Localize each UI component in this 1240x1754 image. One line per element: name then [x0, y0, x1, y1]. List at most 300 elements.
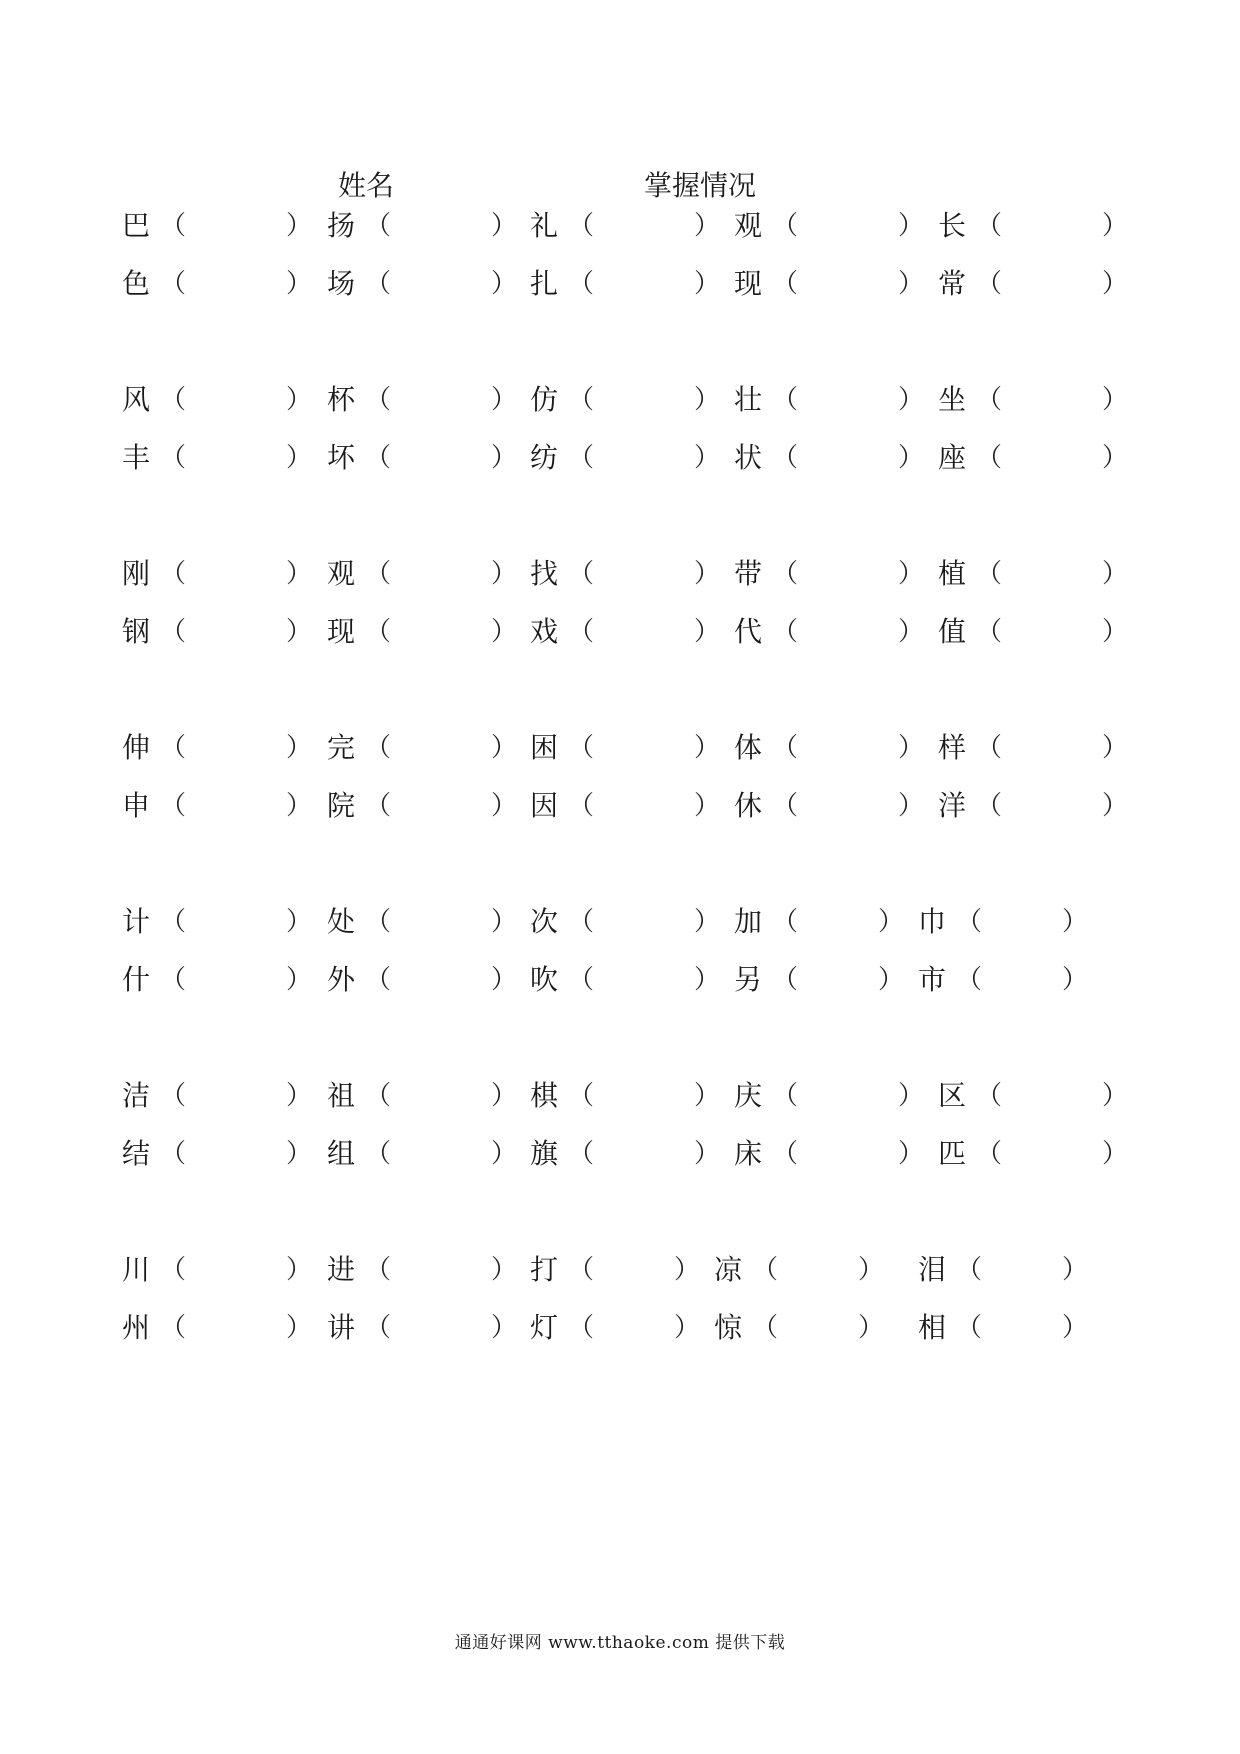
pinyin-blank[interactable]: [184, 436, 282, 480]
character-entry: [325, 900, 519, 944]
open-paren: （: [568, 559, 595, 589]
close-paren: ）: [491, 1081, 518, 1111]
character: 伸: [121, 731, 150, 764]
open-paren: （: [976, 1139, 1003, 1169]
open-paren: （: [772, 385, 799, 415]
character-entry: [916, 958, 1090, 1002]
pinyin-blank[interactable]: [776, 1306, 854, 1350]
character-entry: [936, 262, 1130, 306]
open-paren: （: [772, 617, 799, 647]
character-entry: [936, 784, 1130, 828]
close-paren: ）: [694, 1139, 721, 1169]
pinyin-blank[interactable]: [1000, 726, 1098, 770]
pinyin-blank[interactable]: [389, 610, 487, 654]
worksheet-row: [0, 262, 1240, 306]
character: 戏: [529, 615, 558, 648]
character-entry: [325, 436, 519, 480]
character: 结: [121, 1137, 150, 1170]
pinyin-blank[interactable]: [796, 1132, 894, 1176]
character: 坐: [937, 383, 966, 416]
worksheet-row: [0, 1248, 1240, 1292]
worksheet-row: [0, 958, 1240, 1002]
character: 样: [937, 731, 966, 764]
pinyin-blank[interactable]: [1000, 204, 1098, 248]
pinyin-blank[interactable]: [1000, 436, 1098, 480]
close-paren: ）: [286, 791, 313, 821]
open-paren: （: [772, 907, 799, 937]
character: 扎: [529, 267, 558, 300]
open-paren: （: [365, 617, 392, 647]
character: 什: [121, 963, 150, 996]
open-paren: （: [160, 385, 187, 415]
open-paren: （: [160, 211, 187, 241]
pinyin-blank[interactable]: [184, 726, 282, 770]
close-paren: ）: [1102, 617, 1129, 647]
close-paren: ）: [694, 1081, 721, 1111]
close-paren: ）: [286, 1313, 313, 1343]
character-entry: [120, 1132, 314, 1176]
worksheet-row: [0, 726, 1240, 770]
pinyin-blank[interactable]: [184, 1248, 282, 1292]
pinyin-blank[interactable]: [592, 784, 690, 828]
pinyin-blank[interactable]: [592, 958, 690, 1002]
close-paren: ）: [491, 443, 518, 473]
pinyin-blank[interactable]: [796, 958, 874, 1002]
pinyin-blank[interactable]: [389, 262, 487, 306]
pinyin-blank[interactable]: [389, 1306, 487, 1350]
pinyin-blank[interactable]: [184, 1074, 282, 1118]
character: 困: [529, 731, 558, 764]
pinyin-blank[interactable]: [389, 552, 487, 596]
pinyin-blank[interactable]: [389, 1132, 487, 1176]
character: 色: [121, 267, 150, 300]
character-entry: [528, 378, 722, 422]
character-entry: [936, 610, 1130, 654]
character-entry: [120, 1074, 314, 1118]
character: 区: [937, 1079, 966, 1112]
pinyin-blank[interactable]: [592, 378, 690, 422]
pinyin-blank[interactable]: [796, 552, 894, 596]
character: 灯: [529, 1311, 558, 1344]
character-entry: [325, 1074, 519, 1118]
character-entry: [732, 610, 926, 654]
pinyin-blank[interactable]: [980, 1306, 1058, 1350]
character: 丰: [121, 441, 150, 474]
pinyin-blank[interactable]: [184, 378, 282, 422]
open-paren: （: [160, 559, 187, 589]
character: 状: [733, 441, 762, 474]
pinyin-blank[interactable]: [796, 378, 894, 422]
close-paren: ）: [286, 733, 313, 763]
pinyin-blank[interactable]: [592, 1132, 690, 1176]
character: 休: [733, 789, 762, 822]
pinyin-blank[interactable]: [592, 552, 690, 596]
character-entry: [732, 1132, 926, 1176]
close-paren: ）: [1062, 1313, 1089, 1343]
pinyin-blank[interactable]: [796, 1074, 894, 1118]
pinyin-blank[interactable]: [389, 378, 487, 422]
open-paren: （: [160, 907, 187, 937]
open-paren: （: [160, 617, 187, 647]
close-paren: ）: [491, 385, 518, 415]
worksheet-row: [0, 552, 1240, 596]
pinyin-blank[interactable]: [796, 784, 894, 828]
open-paren: （: [772, 443, 799, 473]
character-entry: [120, 378, 314, 422]
character-entry: [528, 784, 722, 828]
close-paren: ）: [286, 907, 313, 937]
character: 因: [529, 789, 558, 822]
character-entry: [325, 378, 519, 422]
character: 洁: [121, 1079, 150, 1112]
close-paren: ）: [1102, 211, 1129, 241]
open-paren: （: [365, 791, 392, 821]
open-paren: （: [160, 1255, 187, 1285]
worksheet-row: [0, 204, 1240, 248]
character-entry: [528, 204, 722, 248]
close-paren: ）: [491, 733, 518, 763]
close-paren: ）: [898, 791, 925, 821]
character-entry: [712, 1248, 886, 1292]
pinyin-blank[interactable]: [1000, 1132, 1098, 1176]
close-paren: ）: [898, 733, 925, 763]
character: 仿: [529, 383, 558, 416]
character: 现: [733, 267, 762, 300]
open-paren: （: [976, 1081, 1003, 1111]
open-paren: （: [568, 1255, 595, 1285]
character-entry: [528, 1248, 702, 1292]
close-paren: ）: [491, 211, 518, 241]
close-paren: ）: [694, 907, 721, 937]
open-paren: （: [956, 907, 983, 937]
open-paren: （: [568, 733, 595, 763]
character: 洋: [937, 789, 966, 822]
close-paren: ）: [1062, 965, 1089, 995]
character-entry: [936, 436, 1130, 480]
character: 场: [326, 267, 355, 300]
close-paren: ）: [286, 559, 313, 589]
open-paren: （: [568, 443, 595, 473]
mastery-label: 掌握情况: [644, 169, 757, 202]
open-paren: （: [568, 617, 595, 647]
pinyin-blank[interactable]: [389, 726, 487, 770]
open-paren: （: [772, 965, 799, 995]
close-paren: ）: [286, 965, 313, 995]
pinyin-blank[interactable]: [184, 784, 282, 828]
open-paren: （: [160, 1313, 187, 1343]
open-paren: （: [772, 1139, 799, 1169]
footer-credit: 通通好课网 www.tthaoke.com 提供下载: [454, 1633, 786, 1653]
pinyin-blank[interactable]: [592, 436, 690, 480]
close-paren: ）: [491, 1139, 518, 1169]
open-paren: （: [568, 907, 595, 937]
character: 长: [937, 209, 966, 242]
character: 外: [326, 963, 355, 996]
pinyin-blank[interactable]: [592, 1074, 690, 1118]
close-paren: ）: [898, 559, 925, 589]
close-paren: ）: [286, 1255, 313, 1285]
open-paren: （: [568, 269, 595, 299]
pinyin-blank[interactable]: [389, 204, 487, 248]
character: 申: [121, 789, 150, 822]
open-paren: （: [568, 211, 595, 241]
character: 值: [937, 615, 966, 648]
close-paren: ）: [694, 269, 721, 299]
character: 巴: [121, 209, 150, 242]
character-entry: [120, 1248, 314, 1292]
close-paren: ）: [491, 1313, 518, 1343]
close-paren: ）: [878, 965, 905, 995]
pinyin-blank[interactable]: [592, 204, 690, 248]
close-paren: ）: [491, 559, 518, 589]
pinyin-blank[interactable]: [592, 726, 690, 770]
character-entry: [528, 610, 722, 654]
close-paren: ）: [898, 385, 925, 415]
open-paren: （: [752, 1313, 779, 1343]
character-entry: [916, 900, 1090, 944]
pinyin-blank[interactable]: [796, 204, 894, 248]
character-entry: [528, 1074, 722, 1118]
close-paren: ）: [694, 617, 721, 647]
close-paren: ）: [858, 1313, 885, 1343]
character: 常: [937, 267, 966, 300]
character-entry: [528, 1132, 722, 1176]
pinyin-blank[interactable]: [776, 1248, 854, 1292]
character: 巾: [917, 905, 946, 938]
open-paren: （: [772, 559, 799, 589]
close-paren: ）: [1102, 269, 1129, 299]
character: 另: [733, 963, 762, 996]
character: 棋: [529, 1079, 558, 1112]
pinyin-blank[interactable]: [184, 1306, 282, 1350]
close-paren: ）: [491, 907, 518, 937]
pinyin-blank[interactable]: [796, 436, 894, 480]
close-paren: ）: [286, 269, 313, 299]
close-paren: ）: [1102, 733, 1129, 763]
close-paren: ）: [1102, 385, 1129, 415]
open-paren: （: [772, 791, 799, 821]
pinyin-blank[interactable]: [184, 610, 282, 654]
open-paren: （: [956, 1313, 983, 1343]
pinyin-blank[interactable]: [184, 958, 282, 1002]
pinyin-blank[interactable]: [184, 900, 282, 944]
close-paren: ）: [898, 1139, 925, 1169]
worksheet-row: [0, 900, 1240, 944]
character-entry: [528, 726, 722, 770]
character: 相: [917, 1311, 946, 1344]
pinyin-blank[interactable]: [389, 900, 487, 944]
worksheet-row: [0, 436, 1240, 480]
open-paren: （: [976, 733, 1003, 763]
pinyin-blank[interactable]: [980, 1248, 1058, 1292]
character: 床: [733, 1137, 762, 1170]
open-paren: （: [160, 965, 187, 995]
open-paren: （: [752, 1255, 779, 1285]
character-entry: [732, 784, 926, 828]
close-paren: ）: [858, 1255, 885, 1285]
character-entry: [936, 1074, 1130, 1118]
close-paren: ）: [674, 1313, 701, 1343]
character-entry: [712, 1306, 886, 1350]
close-paren: ）: [1102, 443, 1129, 473]
character: 川: [121, 1253, 150, 1286]
character-entry: [325, 784, 519, 828]
character: 庆: [733, 1079, 762, 1112]
pinyin-blank[interactable]: [184, 552, 282, 596]
open-paren: （: [160, 443, 187, 473]
open-paren: （: [568, 1313, 595, 1343]
close-paren: ）: [898, 269, 925, 299]
close-paren: ）: [1102, 1139, 1129, 1169]
open-paren: （: [772, 269, 799, 299]
pinyin-blank[interactable]: [1000, 552, 1098, 596]
character: 组: [326, 1137, 355, 1170]
close-paren: ）: [286, 1081, 313, 1111]
open-paren: （: [365, 443, 392, 473]
character: 惊: [713, 1311, 742, 1344]
close-paren: ）: [898, 617, 925, 647]
pinyin-blank[interactable]: [389, 1248, 487, 1292]
close-paren: ）: [286, 617, 313, 647]
pinyin-blank[interactable]: [592, 610, 690, 654]
character: 纺: [529, 441, 558, 474]
open-paren: （: [976, 269, 1003, 299]
worksheet-row: [0, 1306, 1240, 1350]
character-entry: [120, 900, 314, 944]
pinyin-blank[interactable]: [389, 436, 487, 480]
character-entry: [325, 1248, 519, 1292]
close-paren: ）: [286, 211, 313, 241]
character: 祖: [326, 1079, 355, 1112]
open-paren: （: [160, 733, 187, 763]
character: 次: [529, 905, 558, 938]
open-paren: （: [365, 211, 392, 241]
character-entry: [528, 900, 722, 944]
character-entry: [732, 378, 926, 422]
open-paren: （: [365, 269, 392, 299]
character: 州: [121, 1311, 150, 1344]
close-paren: ）: [878, 907, 905, 937]
open-paren: （: [160, 269, 187, 299]
worksheet-row: [0, 784, 1240, 828]
character-entry: [732, 958, 906, 1002]
character-entry: [916, 1306, 1090, 1350]
character: 现: [326, 615, 355, 648]
pinyin-blank[interactable]: [796, 900, 874, 944]
name-label: 姓名: [338, 169, 395, 202]
character-entry: [120, 958, 314, 1002]
open-paren: （: [160, 791, 187, 821]
character: 处: [326, 905, 355, 938]
close-paren: ）: [1062, 1255, 1089, 1285]
character-entry: [120, 1306, 314, 1350]
pinyin-blank[interactable]: [1000, 262, 1098, 306]
close-paren: ）: [286, 385, 313, 415]
character-entry: [528, 436, 722, 480]
pinyin-blank[interactable]: [796, 726, 894, 770]
close-paren: ）: [694, 211, 721, 241]
pinyin-blank[interactable]: [592, 262, 690, 306]
open-paren: （: [956, 1255, 983, 1285]
pinyin-blank[interactable]: [796, 610, 894, 654]
worksheet-row: [0, 610, 1240, 654]
open-paren: （: [365, 965, 392, 995]
open-paren: （: [160, 1139, 187, 1169]
open-paren: （: [365, 559, 392, 589]
character-entry: [528, 958, 722, 1002]
pinyin-blank[interactable]: [184, 1132, 282, 1176]
pinyin-blank[interactable]: [1000, 1074, 1098, 1118]
character: 泪: [917, 1253, 946, 1286]
character-entry: [120, 436, 314, 480]
character-entry: [120, 204, 314, 248]
pinyin-blank[interactable]: [1000, 610, 1098, 654]
character-entry: [325, 610, 519, 654]
pinyin-blank[interactable]: [389, 1074, 487, 1118]
character-entry: [325, 262, 519, 306]
close-paren: ）: [898, 211, 925, 241]
open-paren: （: [160, 1081, 187, 1111]
worksheet-row: [0, 1132, 1240, 1176]
character-entry: [732, 204, 926, 248]
pinyin-blank[interactable]: [184, 204, 282, 248]
character-entry: [732, 726, 926, 770]
close-paren: ）: [694, 791, 721, 821]
close-paren: ）: [491, 269, 518, 299]
pinyin-blank[interactable]: [389, 958, 487, 1002]
close-paren: ）: [286, 1139, 313, 1169]
open-paren: （: [365, 1255, 392, 1285]
character-entry: [732, 262, 926, 306]
character-entry: [120, 552, 314, 596]
pinyin-blank[interactable]: [184, 262, 282, 306]
pinyin-blank[interactable]: [592, 1248, 670, 1292]
pinyin-blank[interactable]: [389, 784, 487, 828]
character-entry: [325, 1306, 519, 1350]
open-paren: （: [568, 791, 595, 821]
pinyin-blank[interactable]: [1000, 378, 1098, 422]
character-entry: [528, 1306, 702, 1350]
close-paren: ）: [898, 443, 925, 473]
character: 体: [733, 731, 762, 764]
character: 加: [733, 905, 762, 938]
open-paren: （: [568, 1081, 595, 1111]
character: 市: [917, 963, 946, 996]
character: 风: [121, 383, 150, 416]
open-paren: （: [365, 1313, 392, 1343]
open-paren: （: [976, 559, 1003, 589]
character-entry: [120, 262, 314, 306]
character-entry: [325, 552, 519, 596]
character-entry: [325, 1132, 519, 1176]
character: 座: [937, 441, 966, 474]
pinyin-blank[interactable]: [592, 1306, 670, 1350]
close-paren: ）: [694, 965, 721, 995]
close-paren: ）: [1062, 907, 1089, 937]
character: 钢: [121, 615, 150, 648]
pinyin-blank[interactable]: [592, 900, 690, 944]
open-paren: （: [365, 907, 392, 937]
character-entry: [936, 204, 1130, 248]
close-paren: ）: [491, 617, 518, 647]
open-paren: （: [956, 965, 983, 995]
pinyin-blank[interactable]: [980, 900, 1058, 944]
pinyin-blank[interactable]: [980, 958, 1058, 1002]
pinyin-blank[interactable]: [796, 262, 894, 306]
pinyin-blank[interactable]: [1000, 784, 1098, 828]
close-paren: ）: [286, 443, 313, 473]
character: 吹: [529, 963, 558, 996]
